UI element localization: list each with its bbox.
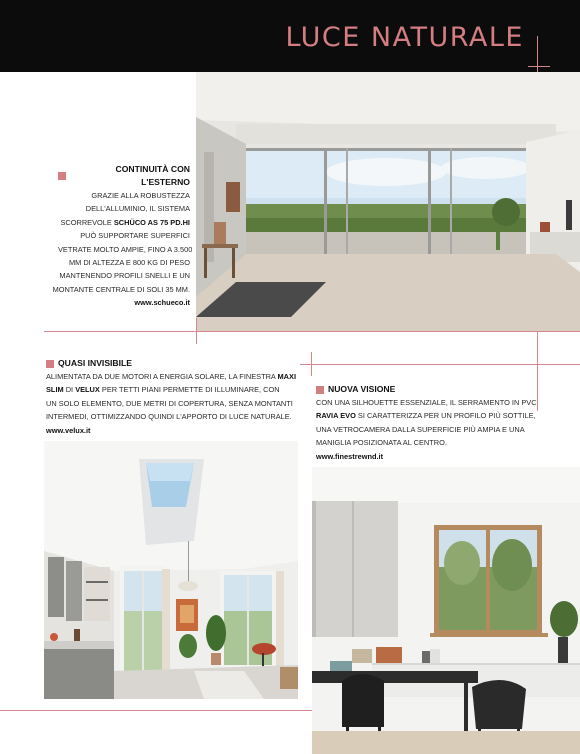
- article-finestre-line: RAVIA EVO SI CARATTERIZZA PER UN PROFILO PIÙ SOTTILE,: [316, 411, 536, 421]
- article-schueco-line: MONTANTE CENTRALE DI SOLI 35 MM.: [52, 284, 190, 294]
- article-velux-line: SLIM DI VELUX PER TETTI PIANI PERMETTE DI ILLUMINARE, CON: [46, 385, 280, 395]
- article-finestre-url[interactable]: www.finestrewnd.it: [316, 451, 384, 461]
- article-velux: [46, 357, 298, 437]
- square-bullet-icon: [316, 386, 324, 394]
- article-finestre-heading: NUOVA VISIONE: [316, 383, 566, 396]
- article-velux-line: ALIMENTATA DA DUE MOTORI A ENERGIA SOLARE, LA FINESTRA MAXI: [46, 372, 296, 381]
- article-velux-url[interactable]: www.velux.it: [46, 425, 91, 435]
- article-velux-line: UN SOLO ELEMENTO, DUE METRI DI COPERTURA, SENZA MONTANTI: [46, 398, 293, 408]
- product-name: RAVIA EVO: [316, 411, 356, 421]
- article-finestre-line: UNA VETROCAMERA DALLA SUPERFICIE PIÙ AMPIA E UNA: [316, 424, 525, 434]
- article-schueco-heading: CONTINUITÀ CON L'ESTERNO: [58, 163, 190, 189]
- divider-rule-top: [44, 331, 580, 332]
- photo-pvc-window-room: [312, 467, 580, 754]
- divider-rule-left-tick: [196, 318, 197, 344]
- article-schueco: [52, 163, 193, 310]
- article-schueco-line: PUÒ SUPPORTARE SUPERFICI: [80, 231, 190, 241]
- section-title: LUCE NATURALE: [285, 22, 524, 53]
- article-velux-heading: QUASI INVISIBILE: [46, 357, 298, 370]
- article-schueco-url[interactable]: www.schueco.it: [134, 298, 190, 308]
- divider-rule-middle: [300, 364, 580, 365]
- product-name: SCHÜCO AS 75 PD.HI: [113, 217, 190, 227]
- article-finestre: [316, 383, 566, 463]
- square-bullet-icon: [58, 172, 66, 180]
- photo-sliding-window-living-room: [196, 72, 580, 331]
- article-schueco-line: SCORREVOLE SCHÜCO AS 75 PD.HI: [60, 217, 190, 227]
- photo-skylight-kitchen: [44, 441, 298, 699]
- article-schueco-line: GRAZIE ALLA ROBUSTEZZA: [91, 191, 190, 200]
- article-finestre-line: CON UNA SILHOUETTE ESSENZIALE, IL SERRAMENTO IN PVC: [316, 398, 537, 407]
- article-schueco-line: MM DI ALTEZZA E 800 KG DI PESO: [68, 258, 190, 268]
- divider-rule-middle-tick: [311, 352, 312, 376]
- article-schueco-line: MANTENENDO PROFILI SNELLI E UN: [59, 271, 190, 281]
- article-finestre-line: MANIGLIA POSIZIONATA AL CENTRO.: [316, 438, 447, 448]
- article-velux-line: INTERMEDI, OTTIMIZZANDO QUINDI L'APPORTO DI LUCE NATURALE.: [46, 412, 292, 422]
- square-bullet-icon: [46, 360, 54, 368]
- article-schueco-line: VETRATE MOLTO AMPIE, FINO A 3.500: [58, 244, 193, 254]
- product-name: MAXI: [277, 372, 296, 381]
- product-name: SLIM: [46, 385, 64, 395]
- header-tick-horizontal: [528, 66, 550, 67]
- article-schueco-line: DELL'ALLUMINIO, IL SISTEMA: [85, 204, 190, 214]
- brand-name: VELUX: [75, 385, 100, 395]
